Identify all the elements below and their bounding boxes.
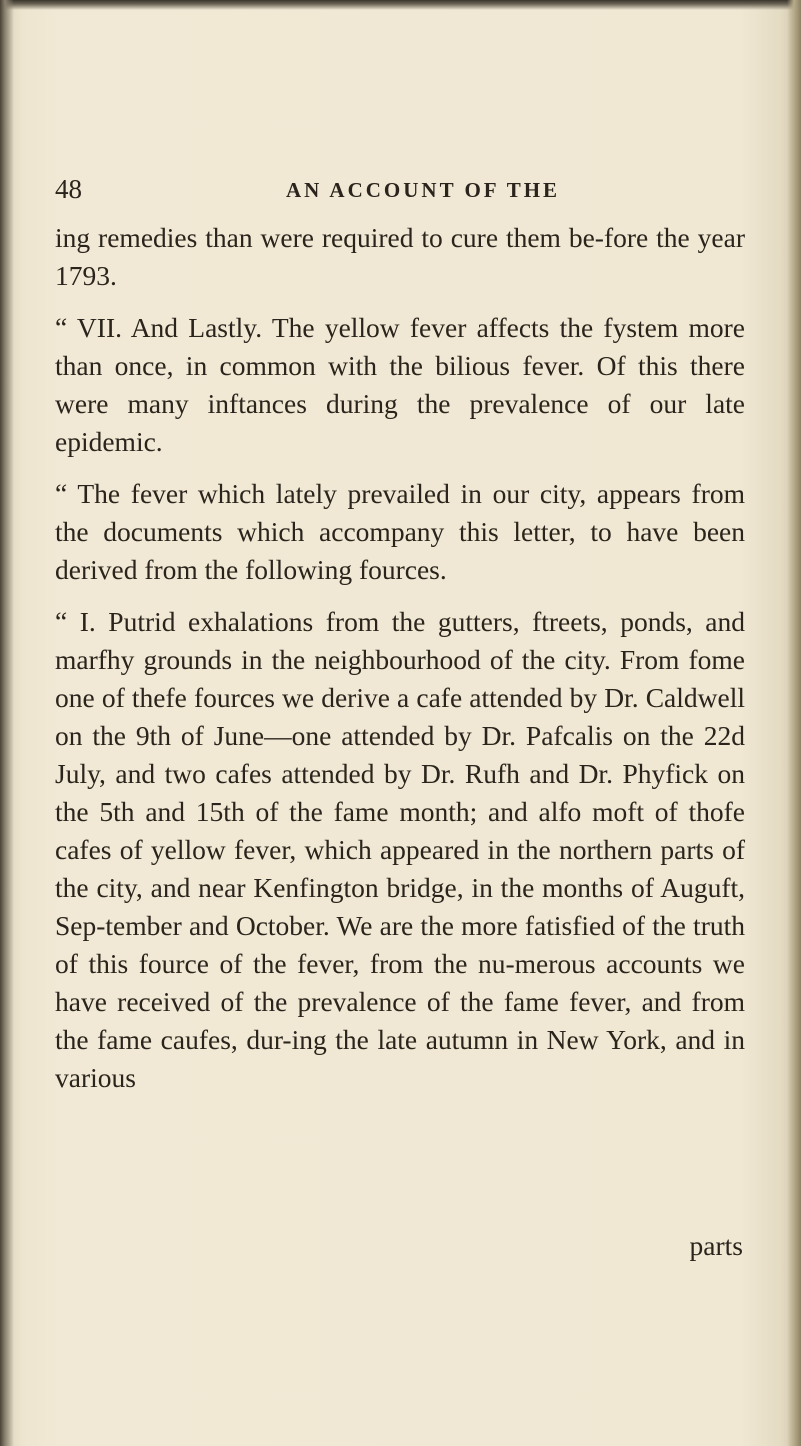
catchword: parts [689,1230,743,1261]
page-top-shadow [0,0,801,10]
page-header [55,176,745,216]
page-gutter-shadow [0,0,14,1446]
paragraph-vii: “ VII. And Lastly. The yellow fever affects the fystem more than once, in common with the bilious fever. Of this there were many inftances during the prevalence of our late epidemic. [55,312,745,457]
paragraph-fever-sources: “ The fever which lately prevailed in our city, appears from the documents which accompany this letter, to have been derived from the following fources. [55,478,745,585]
body-text [55,219,745,1097]
paragraph-putrid-exhalations: “ I. Putrid exhalations from the gutters, ftreets, ponds, and marfhy grounds in the neighbourhood of the city. From fome one of thefe fources we derive a cafe attended by Dr. Caldwell on the 9th of June—one attended by Dr. Pafcalis on the 22d July, and two cafes attended by Dr. Rufh and Dr. Phyfick on the 5th and 15th of the fame month; and alfo moft of thofe cafes of yellow fever, which appeared in the northern parts of the city, and near Kenfington bridge, in the months of Auguft, Sep-tember and October. We are the more fatisfied of the truth of this fource of the fever, from the nu-merous accounts we have received of the prevalence of the fame fever, and from the fame caufes, dur-ing the late autumn in New York, and in various [55,606,745,1093]
paragraph-continuation: ing remedies than were required to cure them be-fore the year 1793. [55,222,745,291]
page-number: 48 [55,174,82,204]
running-head: AN ACCOUNT OF THE [286,178,561,202]
page-edge-shadow [787,0,801,1446]
